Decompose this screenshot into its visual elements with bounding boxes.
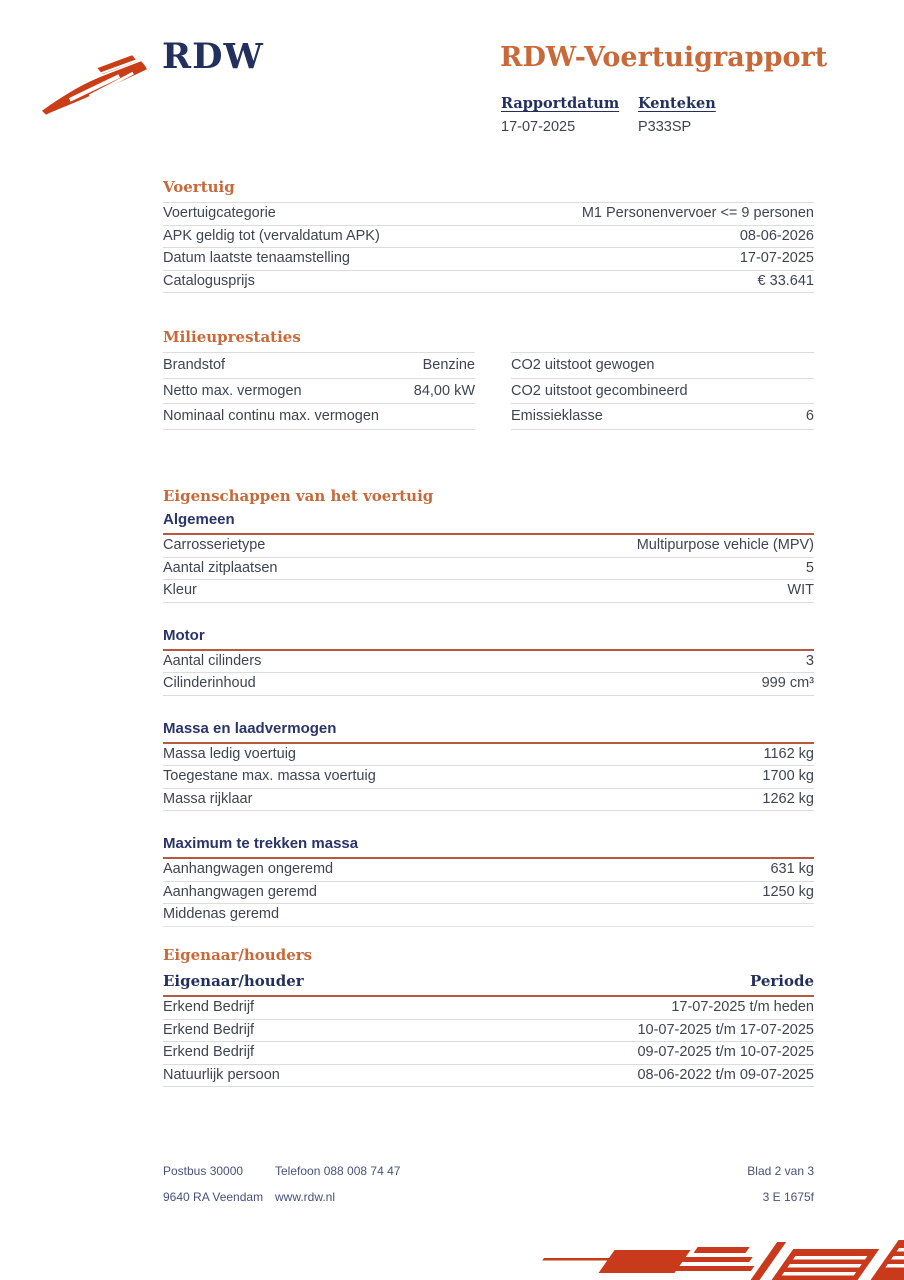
table-row [163, 226, 814, 249]
period-column-header: Periode [749, 972, 814, 990]
row-label: Aantal cilinders [163, 652, 262, 669]
row-label: Kleur [163, 582, 197, 598]
subsection-table [163, 859, 814, 927]
table-row [163, 379, 475, 405]
page-title: RDW-Voertuigrapport [500, 42, 828, 73]
subsection-title: Massa en laadvermogen [163, 720, 814, 744]
section-milieu-title: Milieuprestaties [163, 328, 301, 346]
section-eigenaar [163, 946, 814, 1087]
row-value: Multipurpose vehicle (MPV) [636, 537, 814, 553]
section-voertuig [163, 178, 814, 293]
row-label: Middenas geremd [163, 906, 280, 922]
row-value: 3 [805, 652, 814, 669]
row-label: Carrosserietype [163, 537, 266, 553]
rdw-logo-icon [40, 50, 154, 118]
footer-telefoon: Telefoon 088 008 74 47 [275, 1164, 401, 1178]
row-value: 84,00 kW [413, 382, 475, 399]
row-label: APK geldig tot (vervaldatum APK) [163, 227, 380, 244]
rdw-stripes-graphic [518, 1238, 904, 1280]
milieu-right-column [511, 352, 814, 430]
row-value: 5 [805, 559, 814, 576]
report-date-block [501, 95, 638, 135]
license-plate-label: Kenteken [638, 95, 716, 112]
owner-cell: Erkend Bedrijf [163, 1044, 255, 1060]
row-label: Aantal zitplaatsen [163, 559, 278, 576]
owner-table [163, 997, 814, 1087]
row-label: Voertuigcategorie [163, 205, 276, 221]
row-value: Benzine [422, 357, 475, 373]
table-row [163, 1020, 814, 1043]
owner-cell: Natuurlijk persoon [163, 1066, 280, 1083]
table-row [163, 766, 814, 789]
table-row [163, 744, 814, 767]
row-label: CO2 uitstoot gewogen [511, 357, 655, 373]
license-plate-block [638, 95, 775, 135]
table-row [163, 535, 814, 558]
row-label: Aanhangwagen ongeremd [163, 861, 334, 877]
row-value: 6 [805, 408, 814, 424]
row-label: Datum laatste tenaamstelling [163, 250, 350, 266]
report-date-value: 17-07-2025 [501, 119, 576, 135]
table-row [163, 558, 814, 581]
row-label: Netto max. vermogen [163, 382, 302, 399]
table-row [163, 997, 814, 1020]
license-plate-value: P333SP [638, 119, 692, 135]
row-value: 1262 kg [762, 790, 814, 807]
subsection-massa [163, 720, 814, 812]
section-eigenaar-title: Eigenaar/houders [163, 946, 313, 964]
row-label: Massa ledig voertuig [163, 745, 296, 762]
footer-page-number: Blad 2 van 3 [747, 1164, 814, 1178]
subsection-title: Maximum te trekken massa [163, 835, 814, 859]
table-row [511, 404, 814, 430]
row-label: Nominaal continu max. vermogen [163, 408, 379, 424]
row-label: Aanhangwagen geremd [163, 883, 317, 900]
section-eigenschappen-title: Eigenschappen van het voertuig [163, 487, 434, 505]
subsection-table [163, 651, 814, 696]
table-row [163, 248, 814, 271]
subsection-table [163, 744, 814, 812]
brand-wordmark: RDW [162, 36, 264, 77]
page-footer [163, 1164, 814, 1216]
report-meta [501, 95, 775, 135]
section-eigenschappen [163, 487, 814, 927]
voertuig-table [163, 202, 814, 293]
owner-cell: Erkend Bedrijf [163, 999, 255, 1015]
footer-address: 9640 RA Veendam [163, 1190, 264, 1204]
subsection-trekken [163, 835, 814, 927]
row-value: 631 kg [770, 861, 814, 877]
subsection-table [163, 535, 814, 603]
milieu-columns [163, 352, 814, 430]
row-value: 1250 kg [762, 883, 814, 900]
table-row [163, 859, 814, 882]
table-row [163, 904, 814, 927]
table-row [163, 673, 814, 696]
footer-postbus: Postbus 30000 [163, 1164, 244, 1178]
footer-doc-code: 3 E 1675f [762, 1190, 814, 1204]
row-value: 1162 kg [763, 745, 814, 762]
subsection-title: Motor [163, 627, 814, 651]
row-value: 999 cm³ [761, 675, 814, 691]
footer-line-1 [163, 1164, 814, 1178]
table-row [163, 203, 814, 226]
row-value: 1700 kg [762, 768, 814, 784]
footer-website: www.rdw.nl [275, 1190, 336, 1204]
table-row [163, 789, 814, 812]
table-row [511, 379, 814, 405]
table-row [163, 353, 475, 379]
table-row [163, 1065, 814, 1088]
owner-column-header: Eigenaar/houder [163, 972, 304, 990]
period-cell: 17-07-2025 t/m heden [671, 999, 814, 1015]
table-row [163, 404, 475, 430]
table-row [163, 271, 814, 294]
row-label: Massa rijklaar [163, 790, 253, 807]
period-cell: 10-07-2025 t/m 17-07-2025 [637, 1021, 814, 1038]
row-value: M1 Personenvervoer <= 9 personen [581, 205, 814, 221]
row-value: 08-06-2026 [739, 227, 814, 244]
row-label: Toegestane max. massa voertuig [163, 768, 376, 784]
period-cell: 08-06-2022 t/m 09-07-2025 [637, 1066, 814, 1083]
section-voertuig-title: Voertuig [163, 178, 235, 196]
footer-line-2 [163, 1190, 814, 1204]
row-label: Cilinderinhoud [163, 675, 256, 691]
row-label: Catalogusprijs [163, 272, 255, 289]
period-cell: 09-07-2025 t/m 10-07-2025 [637, 1044, 814, 1060]
table-row [511, 353, 814, 379]
subsection-motor [163, 627, 814, 696]
row-value: € 33.641 [757, 272, 814, 289]
owner-table-header [163, 970, 814, 997]
row-label: Brandstof [163, 357, 226, 373]
table-row [163, 580, 814, 603]
subsection-algemeen [163, 511, 814, 603]
row-label: Emissieklasse [511, 408, 603, 424]
section-milieuprestaties [163, 328, 814, 430]
row-value: 17-07-2025 [739, 250, 814, 266]
row-value: WIT [787, 582, 814, 598]
table-row [163, 651, 814, 674]
subsection-title: Algemeen [163, 511, 814, 535]
report-date-label: Rapportdatum [501, 95, 620, 112]
table-row [163, 1042, 814, 1065]
owner-cell: Erkend Bedrijf [163, 1021, 255, 1038]
milieu-left-column [163, 352, 475, 430]
row-label: CO2 uitstoot gecombineerd [511, 382, 688, 399]
table-row [163, 882, 814, 905]
